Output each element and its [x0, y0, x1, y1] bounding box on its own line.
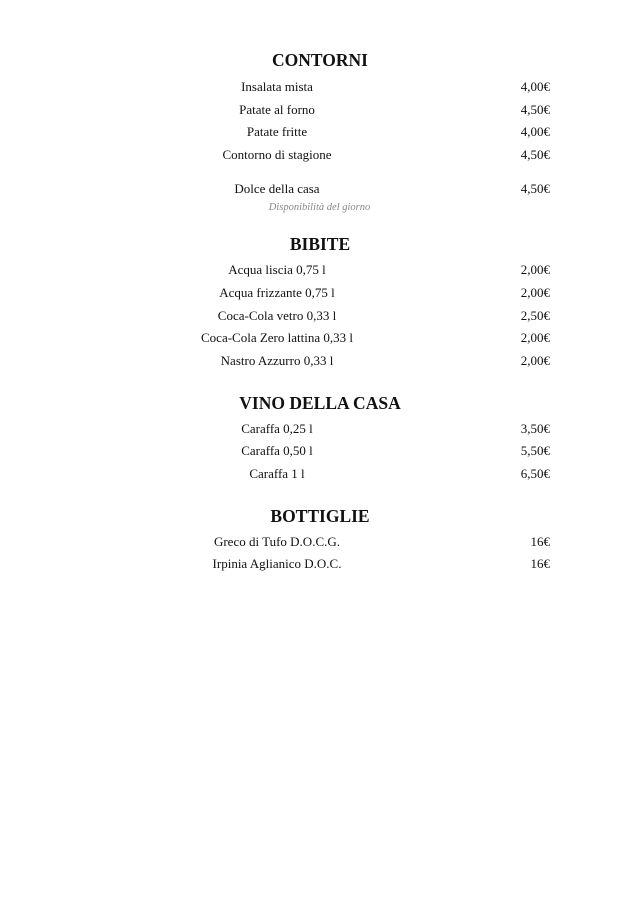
item-price: 4,50€ [520, 147, 550, 162]
menu-item [0, 420, 640, 438]
menu-item [0, 261, 640, 279]
item-price: 6,50€ [520, 466, 550, 481]
item-name: Contorno di stagione [222, 147, 332, 162]
item-price: 4,50€ [520, 102, 550, 117]
item-price: 3,50€ [520, 421, 550, 436]
section-title-contorni: CONTORNI [272, 50, 368, 70]
item-price: 2,00€ [520, 262, 550, 277]
section-title-vino-della-casa: VINO DELLA CASA [239, 393, 401, 413]
menu-item [0, 465, 640, 483]
item-name: Caraffa 1 l [249, 466, 305, 481]
item-price: 16€ [530, 556, 550, 571]
menu-item [0, 555, 640, 573]
item-name: Acqua frizzante 0,75 l [219, 285, 335, 300]
menu-item [0, 101, 640, 119]
item-price: 2,50€ [520, 308, 550, 323]
item-price: 2,00€ [520, 353, 550, 368]
item-name: Irpinia Aglianico D.O.C. [212, 556, 342, 571]
item-price: 16€ [530, 534, 550, 549]
item-price: 5,50€ [520, 443, 550, 458]
menu-item [0, 442, 640, 460]
menu-item [0, 284, 640, 302]
item-price: 2,00€ [520, 285, 550, 300]
item-price: 4,50€ [520, 181, 550, 196]
item-price: 4,00€ [520, 124, 550, 139]
menu-item [0, 352, 640, 370]
item-name: Greco di Tufo D.O.C.G. [213, 534, 341, 549]
item-note: Disponibilità del giorno [268, 202, 371, 213]
item-name: Caraffa 0,25 l [241, 421, 313, 436]
menu-item [0, 123, 640, 141]
menu-item [0, 329, 640, 347]
item-name: Nastro Azzurro 0,33 l [220, 353, 334, 368]
item-name: Patate al forno [239, 102, 315, 117]
menu-item [0, 180, 640, 198]
item-name: Insalata mista [241, 79, 313, 94]
section-title-bibite: BIBITE [289, 234, 351, 254]
item-name: Coca-Cola vetro 0,33 l [217, 308, 337, 323]
item-price: 2,00€ [520, 330, 550, 345]
item-price: 4,00€ [520, 79, 550, 94]
menu-item [0, 533, 640, 551]
item-name: Acqua liscia 0,75 l [228, 262, 326, 277]
item-name: Caraffa 0,50 l [241, 443, 313, 458]
menu-item [0, 146, 640, 164]
item-name: Dolce della casa [234, 181, 320, 196]
section-title-bottiglie: BOTTIGLIE [270, 506, 370, 526]
menu-item [0, 307, 640, 325]
item-name: Patate fritte [246, 124, 308, 139]
item-name: Coca-Cola Zero lattina 0,33 l [201, 330, 353, 345]
menu-item [0, 78, 640, 96]
